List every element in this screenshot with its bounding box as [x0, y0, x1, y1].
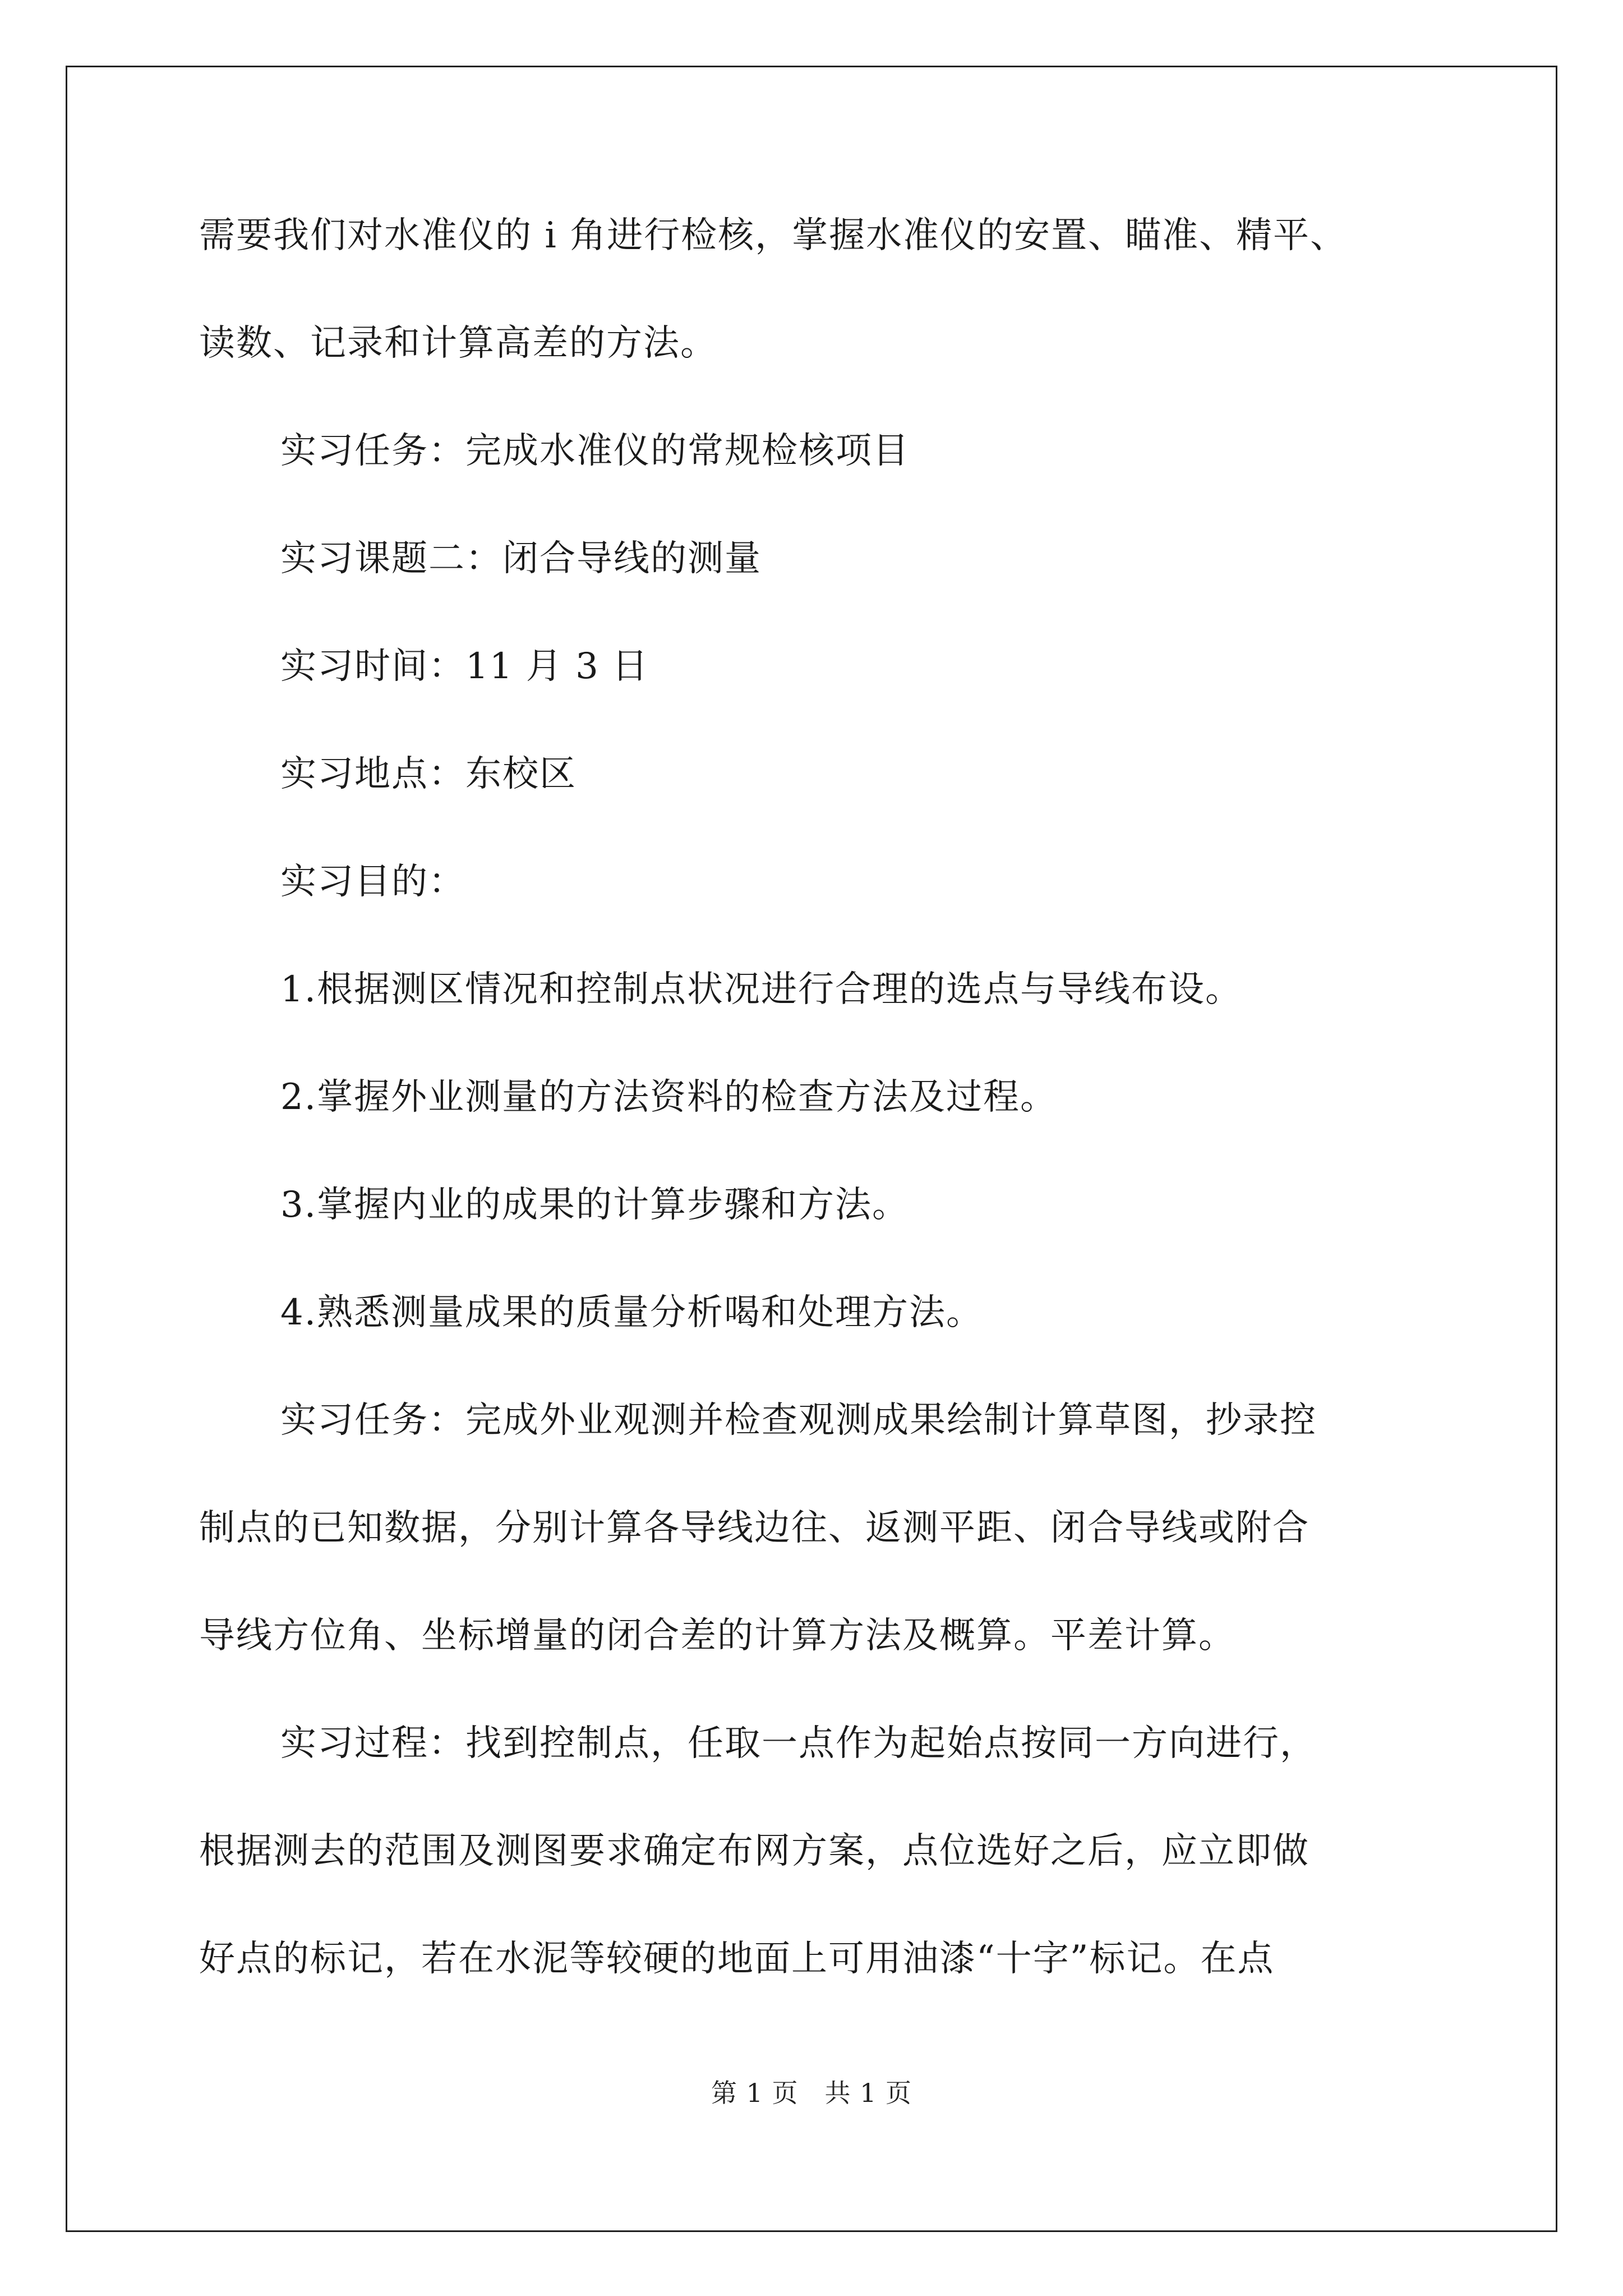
text-line-7: 实习目的：	[280, 861, 465, 903]
text-line-6: 实习地点：东校区	[280, 753, 577, 795]
text-line-1: 需要我们对水准仪的 i 角进行检核，掌握水准仪的安置、瞄准、精平、	[199, 215, 1348, 256]
text-line-16: 根据测去的范围及测图要求确定布网方案，点位选好之后，应立即做	[199, 1830, 1310, 1872]
page-footer: 第 1 页 共 1 页	[711, 2078, 912, 2108]
text-line-15: 实习过程：找到控制点，任取一点作为起始点按同一方向进行，	[280, 1723, 1317, 1764]
text-line-5: 实习时间：11 月 3 日	[280, 646, 649, 687]
text-line-11: 4.熟悉测量成果的质量分析喝和处理方法。	[280, 1292, 984, 1333]
text-line-10: 3.掌握内业的成果的计算步骤和方法。	[280, 1184, 910, 1226]
text-line-13: 制点的已知数据，分别计算各导线边往、返测平距、闭合导线或附合	[199, 1507, 1310, 1549]
text-line-8: 1.根据测区情况和控制点状况进行合理的选点与导线布设。	[280, 969, 1243, 1010]
text-line-4: 实习课题二：闭合导线的测量	[280, 538, 762, 579]
text-line-9: 2.掌握外业测量的方法资料的检查方法及过程。	[280, 1076, 1058, 1118]
text-line-3: 实习任务：完成水准仪的常规检核项目	[280, 430, 910, 472]
text-line-17: 好点的标记，若在水泥等较硬的地面上可用油漆“十字”标记。在点	[199, 1938, 1275, 1980]
text-line-12: 实习任务：完成外业观测并检查观测成果绘制计算草图，抄录控	[280, 1400, 1317, 1441]
text-line-2: 读数、记录和计算高差的方法。	[199, 323, 717, 364]
text-line-14: 导线方位角、坐标增量的闭合差的计算方法及概算。平差计算。	[199, 1615, 1235, 1657]
document-body	[199, 208, 1433, 2039]
